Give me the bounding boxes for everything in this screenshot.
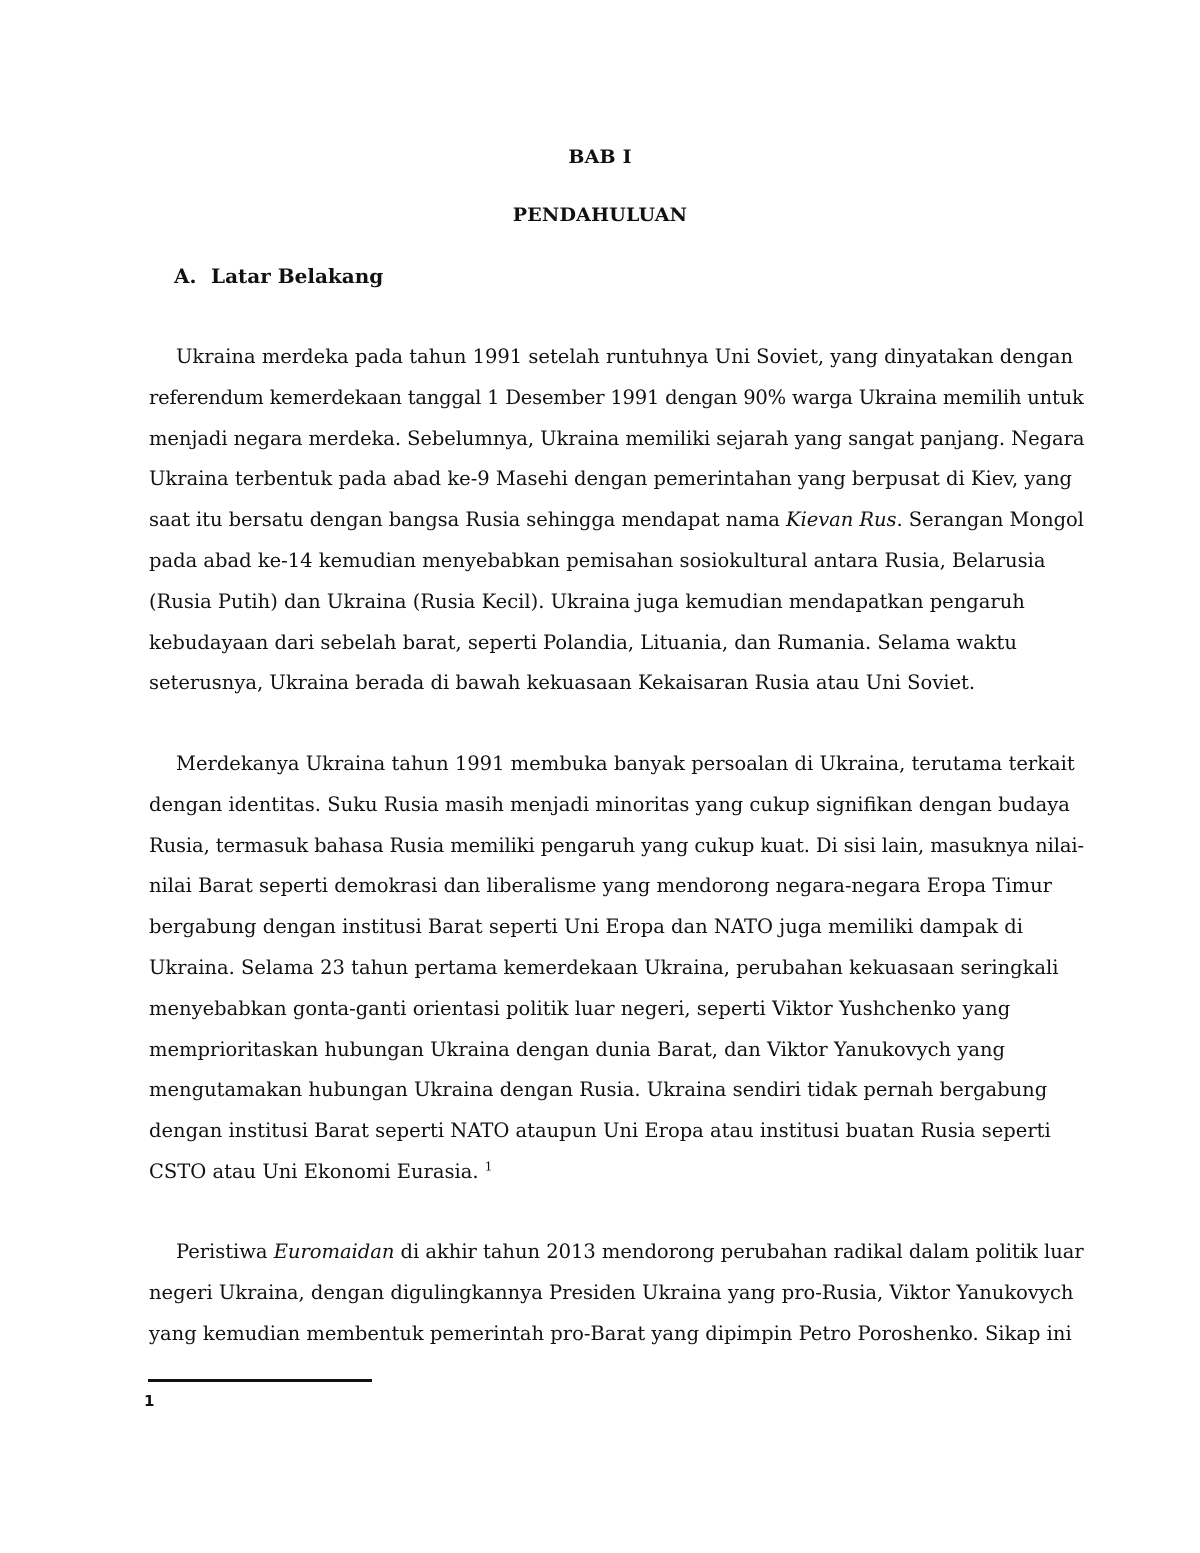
paragraph-line: mengutamakan hubungan Ukraina dengan Rusia. Ukraina sendiri tidak pernah bergabung <box>149 1078 1048 1102</box>
footnote-separator <box>148 1379 372 1382</box>
paragraph-line: seterusnya, Ukraina berada di bawah kekuasaan Kekaisaran Rusia atau Uni Soviet. <box>149 671 976 695</box>
paragraph-line: nilai Barat seperti demokrasi dan liberalisme yang mendorong negara-negara Eropa Timur <box>149 874 1052 898</box>
paragraph-line <box>149 1152 1059 1193</box>
paragraph-line: dengan institusi Barat seperti NATO ataupun Uni Eropa atau institusi buatan Rusia seperti <box>149 1119 1051 1143</box>
italic-term: Euromaidan <box>273 1240 395 1263</box>
italic-term: Kievan Rus <box>786 508 897 532</box>
chapter-title: PENDAHULUAN <box>512 204 688 226</box>
paragraph-line: menjadi negara merdeka. Sebelumnya, Ukraina memiliki sejarah yang sangat panjang. Negara <box>149 426 1085 450</box>
paragraph-1 <box>149 337 1085 704</box>
line-text: saat itu bersatu dengan bangsa Rusia sehingga mendapat nama <box>149 508 787 532</box>
section-heading <box>174 264 383 288</box>
line-text: di akhir tahun 2013 mendorong perubahan radikal dalam politik luar <box>394 1240 1084 1263</box>
paragraph-line <box>149 500 1084 541</box>
paragraph-line: Ukraina. Selama 23 tahun pertama kemerdekaan Ukraina, perubahan kekuasaan seringkali <box>149 955 1059 979</box>
footnote-reference[interactable]: 1 <box>484 1159 493 1174</box>
paragraph-line: kebudayaan dari sebelah barat, seperti Polandia, Lituania, dan Rumania. Selama waktu <box>149 630 1017 654</box>
paragraph-2 <box>149 744 1084 1193</box>
section-title: Latar Belakang <box>211 264 384 288</box>
chapter-number: BAB I <box>568 146 632 168</box>
paragraph-line: menyebabkan gonta-ganti orientasi politik luar negeri, seperti Viktor Yushchenko yang <box>149 996 1011 1020</box>
line-text: Peristiwa <box>176 1240 274 1263</box>
paragraph-line: pada abad ke-14 kemudian menyebabkan pemisahan sosiokultural antara Rusia, Belarusia <box>149 548 1046 572</box>
paragraph-line <box>149 1232 1084 1273</box>
paragraph-line: bergabung dengan institusi Barat seperti Uni Eropa dan NATO juga memiliki dampak di <box>149 915 1023 939</box>
paragraph-line: referendum kemerdekaan tanggal 1 Desember 1991 dengan 90% warga Ukraina memilih untuk <box>149 385 1084 409</box>
paragraph-line: Ukraina merdeka pada tahun 1991 setelah runtuhnya Uni Soviet, yang dinyatakan dengan <box>176 345 1074 368</box>
paragraph-line: Rusia, termasuk bahasa Rusia memiliki pengaruh yang cukup kuat. Di sisi lain, masuknya nilai- <box>149 833 1084 857</box>
paragraph-3 <box>149 1232 1084 1354</box>
paragraph-line: yang kemudian membentuk pemerintah pro-Barat yang dipimpin Petro Poroshenko. Sikap ini <box>149 1321 1072 1345</box>
line-text: . Serangan Mongol <box>896 508 1084 532</box>
paragraph-line: Merdekanya Ukraina tahun 1991 membuka banyak persoalan di Ukraina, terutama terkait <box>176 752 1075 775</box>
line-text: CSTO atau Uni Ekonomi Eurasia. <box>149 1159 485 1183</box>
footnote-number: 1 <box>144 1392 155 1410</box>
paragraph-line: Ukraina terbentuk pada abad ke-9 Masehi dengan pemerintahan yang berpusat di Kiev, yang <box>149 467 1073 491</box>
paragraph-line: dengan identitas. Suku Rusia masih menjadi minoritas yang cukup signifikan dengan budaya <box>149 792 1070 816</box>
paragraph-line: memprioritaskan hubungan Ukraina dengan dunia Barat, dan Viktor Yanukovych yang <box>149 1037 1005 1061</box>
paragraph-line: negeri Ukraina, dengan digulingkannya Presiden Ukraina yang pro-Rusia, Viktor Yanukovych <box>149 1280 1074 1304</box>
paragraph-line: (Rusia Putih) dan Ukraina (Rusia Kecil). Ukraina juga kemudian mendapatkan pengaruh <box>149 589 1025 613</box>
section-letter: A. <box>174 264 197 288</box>
